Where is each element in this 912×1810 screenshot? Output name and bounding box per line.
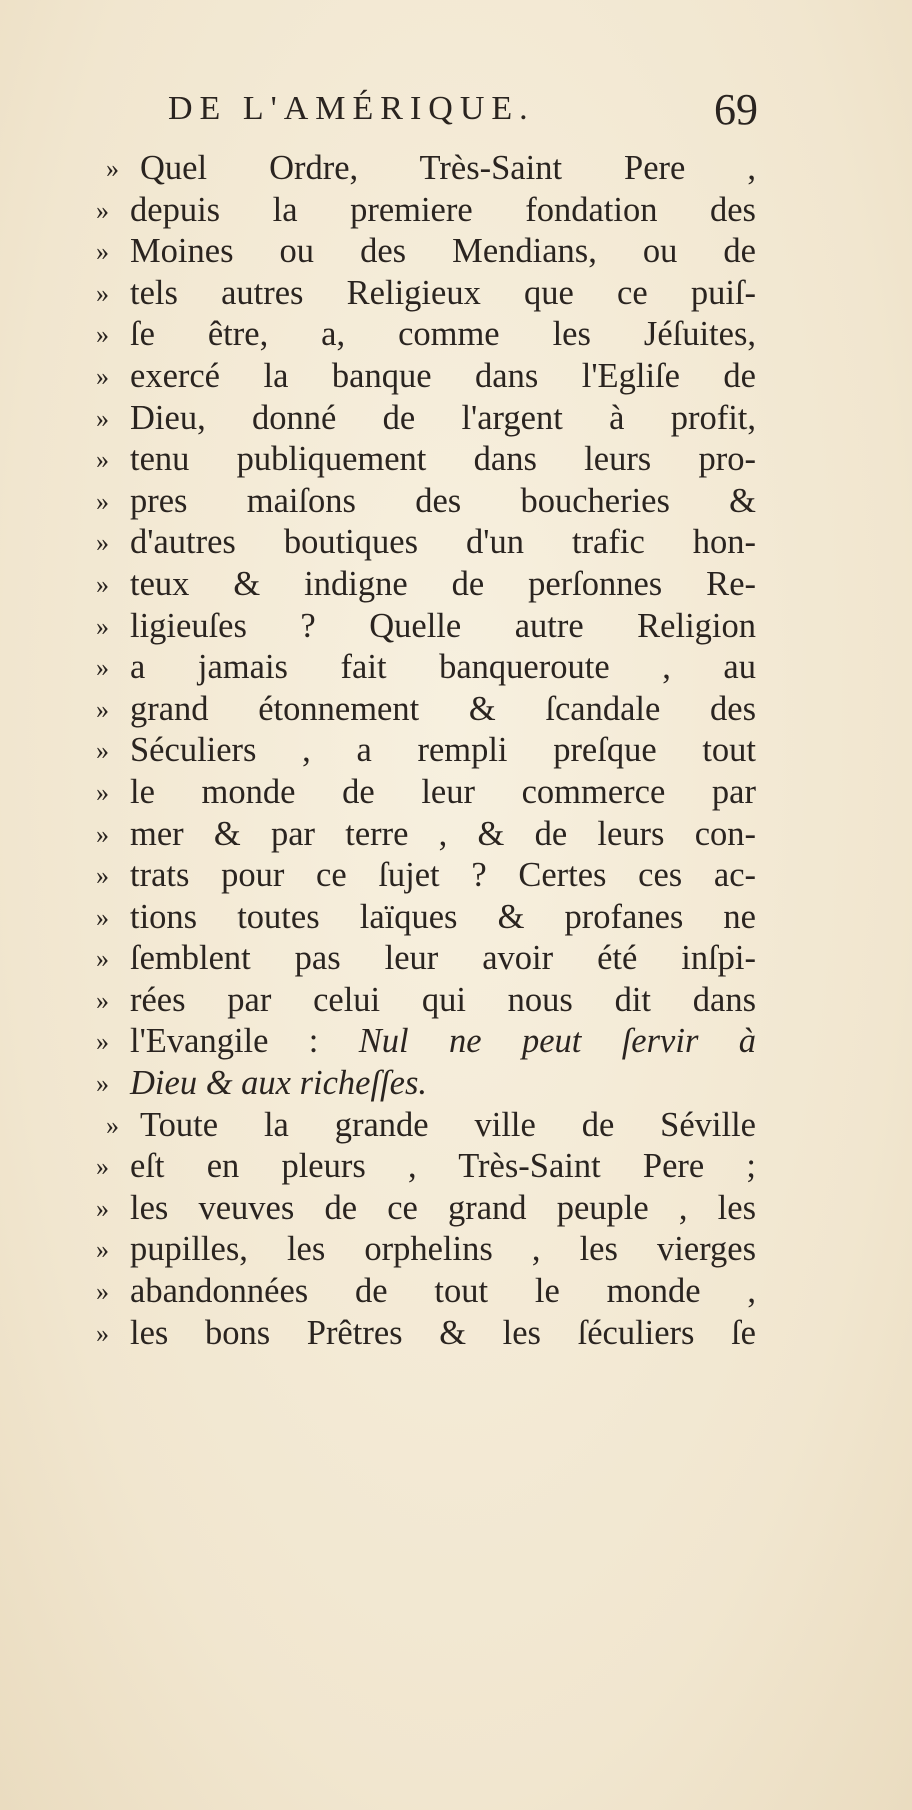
quote-mark: » <box>96 611 109 641</box>
quote-mark: » <box>96 1027 109 1057</box>
quote-mark: » <box>96 694 109 724</box>
text-line: » Séculiers , a rempli preſque tout <box>96 730 756 772</box>
text-line <box>96 1063 756 1105</box>
text-line: » tels autres Religieux que ce puiſ- <box>96 273 756 315</box>
page-header <box>168 82 758 142</box>
running-title: DE L'AMÉRIQUE. <box>168 90 535 127</box>
quote-mark: » <box>96 569 109 599</box>
text-line: » ligieuſes ? Quelle autre Religion <box>96 606 756 648</box>
text-line: » Moines ou des Mendians, ou de <box>96 231 756 273</box>
quote-mark: » <box>96 361 109 391</box>
quote-mark: » <box>96 445 109 475</box>
body-text <box>96 148 756 1354</box>
quote-mark: » <box>96 1235 109 1265</box>
text-line: » Quel Ordre, Très-Saint Pere , <box>96 148 756 190</box>
text-line: » a jamais fait banqueroute , au <box>96 647 756 689</box>
text-line: » exercé la banque dans l'Egliſe de <box>96 356 756 398</box>
text-line: » rées par celui qui nous dit dans <box>96 980 756 1022</box>
quote-mark: » <box>96 902 109 932</box>
text-line: » trats pour ce ſujet ? Certes ces ac- <box>96 855 756 897</box>
quote-mark: » <box>96 819 109 849</box>
text-line: » les veuves de ce grand peuple , les <box>96 1188 756 1230</box>
quote-mark: » <box>106 1110 119 1140</box>
quote-mark: » <box>96 1318 109 1348</box>
text-line: » eſt en pleurs , Très-Saint Pere ; <box>96 1146 756 1188</box>
quote-mark: » <box>96 1277 109 1307</box>
quote-mark: » <box>96 486 109 516</box>
quote-mark: » <box>96 1152 109 1182</box>
quote-mark: » <box>96 237 109 267</box>
quote-mark: » <box>96 861 109 891</box>
text-line: » ſe être, a, comme les Jéſuites, <box>96 314 756 356</box>
text-line: » pupilles, les orphelins , les vierges <box>96 1229 756 1271</box>
text-line: » l'Evangile : Nul ne peut ſervir à <box>96 1021 756 1063</box>
quote-mark: » <box>96 653 109 683</box>
page-number: 69 <box>714 85 758 134</box>
quote-mark: » <box>96 195 109 225</box>
text-line: » teux & indigne de perſonnes Re- <box>96 564 756 606</box>
text-line: » pres maiſons des boucheries & <box>96 481 756 523</box>
italic-quotation: Nul ne peut ſervir à <box>358 1022 756 1061</box>
text-line: » les bons Prêtres & les ſéculiers ſe <box>96 1313 756 1355</box>
text-line: » depuis la premiere fondation des <box>96 190 756 232</box>
text-line: » tenu publiquement dans leurs pro- <box>96 439 756 481</box>
quote-mark: » <box>96 1069 109 1099</box>
italic-quotation: Dieu & aux richeſſes. <box>130 1064 428 1103</box>
quote-mark: » <box>96 403 109 433</box>
text-line: » mer & par terre , & de leurs con- <box>96 814 756 856</box>
quote-mark: » <box>96 777 109 807</box>
quote-mark: » <box>96 736 109 766</box>
text-line: » Toute la grande ville de Séville <box>96 1105 756 1147</box>
quote-mark: » <box>106 154 119 183</box>
text-line: » grand étonnement & ſcandale des <box>96 689 756 731</box>
text-line: » le monde de leur commerce par <box>96 772 756 814</box>
text-line: » Dieu, donné de l'argent à profit, <box>96 398 756 440</box>
text-line: » ſemblent pas leur avoir été inſpi- <box>96 938 756 980</box>
text-line: » tions toutes laïques & profanes ne <box>96 897 756 939</box>
text-line: » d'autres boutiques d'un trafic hon- <box>96 522 756 564</box>
text-line: » abandonnées de tout le monde , <box>96 1271 756 1313</box>
quote-mark: » <box>96 320 109 350</box>
quote-mark: » <box>96 985 109 1015</box>
quote-mark: » <box>96 528 109 558</box>
quote-mark: » <box>96 944 109 974</box>
quote-mark: » <box>96 1193 109 1223</box>
quote-mark: » <box>96 278 109 308</box>
